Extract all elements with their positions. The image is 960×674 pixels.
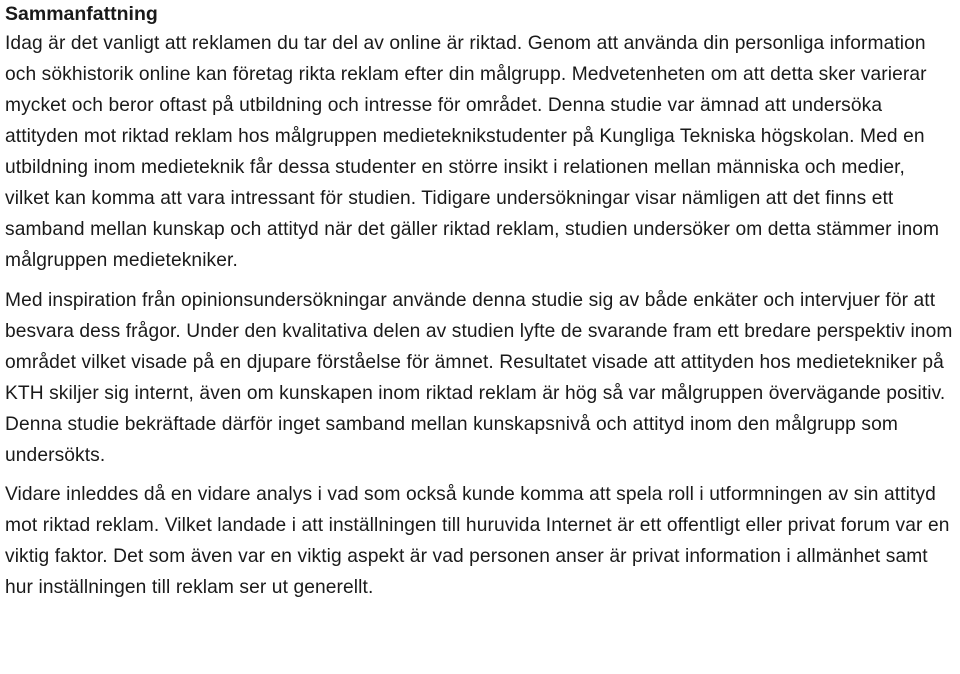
paragraph-3: Vidare inleddes då en vidare analys i vad som också kunde komma att spela roll i utformningen av sin attityd mot riktad reklam. Vilket landade i att inställningen till huruvida Internet är ett offentligt eller privat forum var en viktig faktor. Det som även var en viktig aspekt är vad personen anser är privat information i allmänhet samt hur inställningen till reklam ser ut generellt. — [5, 484, 950, 598]
paragraph-1: Idag är det vanligt att reklamen du tar del av online är riktad. Genom att använda din personliga information och sökhistorik online kan företag rikta reklam efter din målgrupp. Medvetenheten om att detta sker varierar mycket och beror oftast på utbildning och intresse för området. Denna studie var ämnad att undersöka attityden mot riktad reklam hos målgruppen medieteknikstudenter på Kungliga Tekniska högskolan. Med en utbildning inom medieteknik får dessa studenter en större insikt i relationen mellan människa och medier, vilket kan komma att vara intressant för studien. Tidigare undersökningar visar nämligen att det finns ett samband mellan kunskap och attityd när det gäller riktad reklam, studien undersöker om detta stämmer inom målgruppen medietekniker. — [5, 33, 940, 271]
paragraph-2: Med inspiration från opinionsundersökningar använde denna studie sig av både enkäter och intervjuer för att besvara dess frågor. Under den kvalitativa delen av studien lyfte de svarande fram ett bredare perspektiv inom området vilket visade på en djupare förståelse för ämnet. Resultatet visade att attityden hos medietekniker på KTH skiljer sig internt, även om kunskapen inom riktad reklam är hög så var målgruppen övervägande positiv. Denna studie bekräftade därför inget samband mellan kunskapsnivå och attityd inom den målgrupp som undersökts. — [5, 290, 953, 466]
section-heading: Sammanfattning — [5, 3, 158, 25]
